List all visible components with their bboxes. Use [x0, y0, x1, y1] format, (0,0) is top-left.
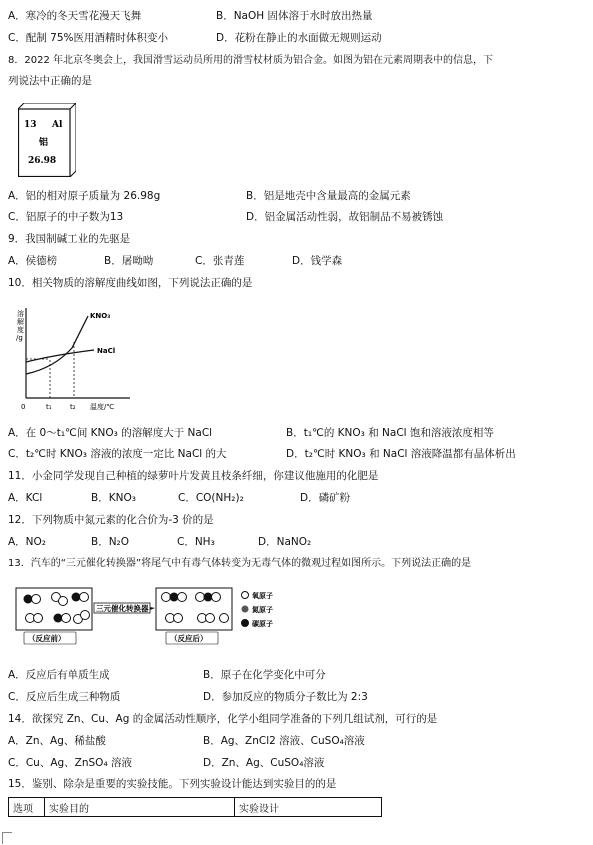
reaction-diagram — [14, 585, 314, 649]
legend-oxygen: 氧原子 — [252, 592, 273, 600]
q11-option-a: A．KCl — [8, 492, 43, 504]
q10-option-b: B．t₁℃的 KNO₃ 和 NaCl 饱和溶液浓度相等 — [286, 427, 494, 439]
q15-table — [8, 797, 382, 817]
element-mass: 26.98 — [28, 156, 57, 166]
table-header-design: 实验设计 — [235, 798, 382, 817]
element-name: 铝 — [39, 138, 49, 148]
table-header-row — [9, 798, 382, 817]
q8-option-d: D．铝金属活动性弱，故铝制品不易被锈蚀 — [246, 211, 444, 223]
table-header-goal: 实验目的 — [45, 798, 235, 817]
q10-option-d: D．t₂℃时 KNO₃ 和 NaCl 溶液降温都有晶体析出 — [286, 448, 516, 460]
q7-option-b: B．NaOH 固体溶于水时放出热量 — [216, 10, 373, 22]
q10-stem: 10．相关物质的溶解度曲线如图，下列说法正确的是 — [8, 277, 253, 289]
table-header-option: 选项 — [9, 798, 45, 817]
q14-stem: 14．欲探究 Zn、Cu、Ag 的金属活动性顺序，化学小组同学准备的下列几组试剂，可行的是 — [8, 713, 438, 725]
q11-option-c: C．CO(NH₂)₂ — [178, 492, 244, 504]
kno3-label: KNO₃ — [90, 312, 111, 320]
q9-option-b: B．屠呦呦 — [104, 255, 154, 267]
chart-t1: t₁ — [46, 403, 52, 411]
element-symbol: Al — [52, 120, 63, 130]
legend-nitrogen: 氮原子 — [252, 606, 273, 614]
q9-option-d: D．钱学森 — [292, 255, 343, 267]
q12-option-d: D．NaNO₂ — [258, 536, 312, 548]
legend-oxygen-icon — [242, 592, 249, 599]
aluminum-element-card — [18, 103, 76, 177]
q14-option-a: A．Zn、Ag、稀盐酸 — [8, 735, 106, 747]
nacl-label: NaCl — [97, 347, 116, 355]
q11-stem: 11．小金同学发现自己种植的绿萝叶片发黄且枝条纤细，你建议他施用的化肥是 — [8, 470, 379, 482]
q12-option-a: A．NO₂ — [8, 536, 47, 548]
q8-stem-line2: 列说法中正确的是 — [8, 75, 92, 87]
q13-option-a: A．反应后有单质生成 — [8, 669, 110, 681]
q12-option-b: B．N₂O — [91, 536, 130, 548]
q8-option-c: C．铝原子的中子数为13 — [8, 211, 124, 223]
nacl-curve — [26, 350, 94, 362]
q7-option-c: C．配制 75%医用酒精时体积变小 — [8, 32, 169, 44]
q13-option-b: B．原子在化学变化中可分 — [203, 669, 326, 681]
q13-option-c: C．反应后生成三种物质 — [8, 691, 121, 703]
q14-option-c: C．Cu、Ag、ZnSO₄ 溶液 — [8, 757, 132, 769]
chart-origin: 0 — [21, 403, 26, 411]
q7-option-d: D．花粉在静止的水面做无规则运动 — [216, 32, 382, 44]
page-corner-mark — [2, 832, 12, 844]
q14-option-d: D．Zn、Ag、CuSO₄溶液 — [203, 757, 325, 769]
chart-ylabel-2: 解 — [17, 318, 24, 326]
solubility-chart — [14, 306, 134, 422]
q13-option-d: D．参加反应的物质分子数比为 2:3 — [203, 691, 368, 703]
q8-option-b: B．铝是地壳中含量最高的金属元素 — [246, 190, 411, 202]
chart-t2: t₂ — [70, 403, 76, 411]
q10-option-c: C．t₂℃时 KNO₃ 溶液的浓度一定比 NaCl 的大 — [8, 448, 227, 460]
legend-carbon: 碳原子 — [252, 620, 273, 628]
q9-option-a: A．侯德榜 — [8, 255, 58, 267]
legend-nitrogen-icon — [242, 606, 249, 613]
q8-stem-line1: 8．2022 年北京冬奥会上，我国滑雪运动员所用的滑雪杖材质为铝合金。如图为铝在元素周期表中的信息，下 — [8, 55, 493, 66]
legend-carbon-icon — [241, 619, 249, 627]
chart-ylabel-4: /g — [16, 334, 23, 342]
q14-option-b: B．Ag、ZnCl2 溶液、CuSO₄溶液 — [203, 735, 365, 747]
chart-ylabel-3: 度 — [17, 326, 24, 334]
chart-xlabel: 温度/℃ — [90, 403, 115, 411]
after-label: （反应后） — [170, 634, 208, 643]
chart-ylabel-1: 溶 — [17, 310, 24, 318]
q15-stem: 15．鉴别、除杂是重要的实验技能。下列实验设计能达到实验目的的是 — [8, 778, 337, 790]
arrow-icon — [150, 607, 155, 610]
converter-label: 三元催化转换器 — [96, 604, 149, 613]
q9-option-c: C．张青莲 — [195, 255, 245, 267]
q11-option-d: D．磷矿粉 — [300, 492, 351, 504]
kno3-curve — [26, 316, 88, 374]
q9-stem: 9．我国制碱工业的先驱是 — [8, 233, 131, 245]
before-label: （反应前） — [28, 634, 66, 643]
q12-stem: 12．下列物质中氮元素的化合价为-3 价的是 — [8, 514, 214, 526]
q11-option-b: B．KNO₃ — [91, 492, 136, 504]
q7-option-a: A．寒冷的冬天雪花漫天飞舞 — [8, 10, 142, 22]
q10-option-a: A．在 0～t₁℃间 KNO₃ 的溶解度大于 NaCl — [8, 427, 213, 439]
q8-option-a: A．铝的相对原子质量为 26.98g — [8, 190, 161, 202]
q12-option-c: C．NH₃ — [177, 536, 215, 548]
element-number: 13 — [24, 120, 37, 130]
q13-stem: 13．汽车的“三元催化转换器”将尾气中有毒气体转变为无毒气体的微观过程如图所示。下列说法正确的是 — [8, 558, 472, 569]
